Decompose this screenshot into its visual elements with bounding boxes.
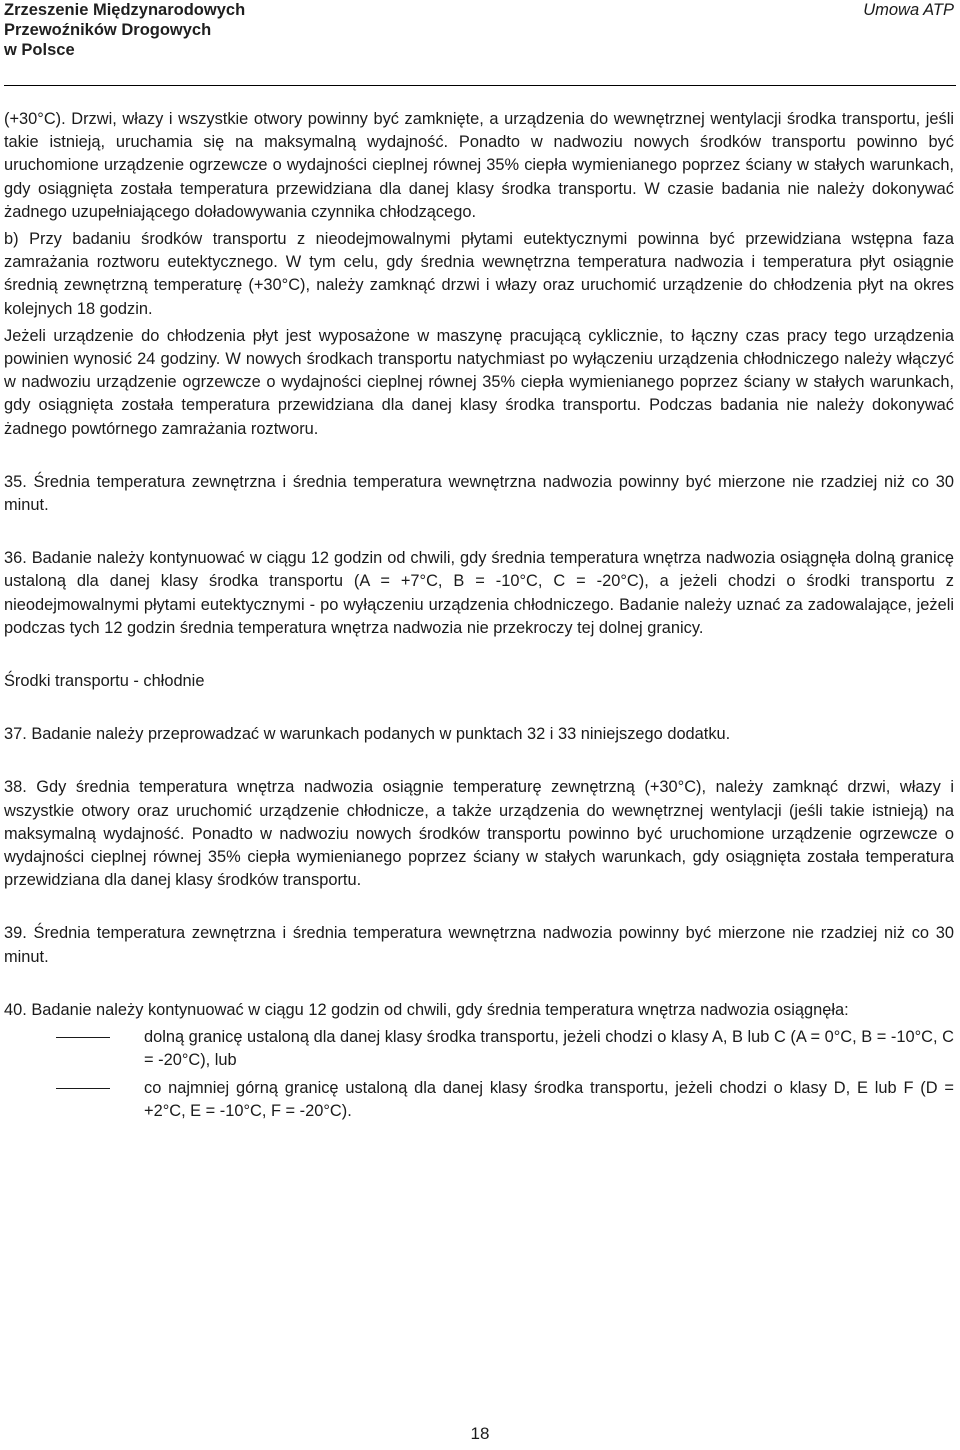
paragraph-b: b) Przy badaniu środków transportu z nieodejmowalnymi płytami eutektycznymi powinna być przewidziana wstępna faza zamrażania roztworu eutektycznego. W tym celu, gdy średnia wewnętrzna temperatura nadwozia i temperatura płyt osiągnie średnią zewnętrzną temperaturę (+30°C), należy zamknąć drzwi i włazy oraz uruchomić urządzenie do chłodzenia płyt na okres kolejnych 18 godzin. — [4, 230, 954, 318]
paragraph-40: 40. Badanie należy kontynuować w ciągu 12 godzin od chwili, gdy średnia temperatura wnętrza nadwozia osiągnęła: — [4, 1000, 849, 1019]
paragraph-cyclic: Jeżeli urządzenie do chłodzenia płyt jest wyposażone w maszynę pracującą cyklicznie, to łączny czas pracy tego urządzenia powinien wynosić 24 godziny. W nowych środkach transportu natychmiast po wyłączeniu urządzenia chłodniczego należy włączyć w nadwoziu urządzenie ogrzewcze o wydajności cieplnej równej 35% ciepła wymienianego poprzez ściany w stałych warunkach, gdy osiągnięta została temperatura przewidziana dla danej klasy środka transportu. Podczas badania nie należy dokonywać żadnego powtórnego zamrażania roztworu. — [4, 326, 954, 438]
org-line-2: Przewoźników Drogowych — [4, 21, 212, 39]
list-item-text: co najmniej górną granicę ustaloną dla danej klasy środka transportu, jeżeli chodzi o klasy D, E lub F (D = +2°C, E = -10°C, F = -20°C). — [144, 1078, 954, 1120]
paragraph-continuation: (+30°C). Drzwi, włazy i wszystkie otwory powinny być zamknięte, a urządzenia do wewnętrznej wentylacji środka transportu, jeśli takie istnieją, uruchamia się na maksymalną wydajność. Ponadto w nadwoziu nowych środków transportu powinno być uruchomione urządzenie ogrzewcze o wydajności cieplnej równej 35% ciepła wymienianego poprzez ściany w stałych warunkach, gdy osiągnięta została temperatura przewidziana dla danej klasy środka transportu. W czasie badania nie należy dokonywać żadnego uzupełniającego doładowywania czynnika chłodzącego. — [4, 110, 954, 221]
list-item — [4, 1077, 954, 1123]
bullet-list — [4, 1026, 954, 1123]
paragraph-39: 39. Średnia temperatura zewnętrzna i średnia temperatura wewnętrzna nadwozia powinny być mierzone nie rzadziej niż co 30 minut. — [4, 924, 954, 966]
header-rule — [4, 85, 956, 86]
dash-marker — [4, 1026, 144, 1072]
page-header — [4, 0, 956, 70]
list-item-text: dolną granicę ustaloną dla danej klasy środka transportu, jeżeli chodzi o klasy A, B lub C (A = 0°C, B = -10°C, C = -20°C), lub — [144, 1028, 954, 1070]
paragraph-35: 35. Średnia temperatura zewnętrzna i średnia temperatura wewnętrzna nadwozia powinny być mierzone nie rzadziej niż co 30 minut. — [4, 472, 954, 515]
org-line-1: Zrzeszenie Międzynarodowych — [4, 1, 246, 19]
dash-marker — [4, 1077, 144, 1123]
paragraph-37: 37. Badanie należy przeprowadzać w warunkach podanych w punktach 32 i 33 niniejszego dodatku. — [4, 725, 731, 744]
document-body — [4, 108, 954, 1123]
list-item — [4, 1026, 954, 1072]
section-heading: Środki transportu - chłodnie — [4, 672, 205, 691]
org-line-3: w Polsce — [4, 41, 75, 59]
paragraph-38: 38. Gdy średnia temperatura wnętrza nadwozia osiągnie temperaturę zewnętrzną (+30°C), należy zamknąć drzwi, włazy i wszystkie otwory oraz uruchomić urządzenie chłodnicze, a także urządzenia do wewnętrznej wentylacji (jeśli takie istnieją) na maksymalną wydajność. Ponadto w nadwoziu nowych środków transportu powinno być uruchomione urządzenie ogrzewcze o wydajności cieplnej równej 35% ciepła wymienianego poprzez ściany w stałych warunkach, gdy osiągnięta została temperatura przewidziana dla danej klasy środków transportu. — [4, 778, 954, 890]
document-title: Umowa ATP — [863, 1, 954, 19]
organization-name — [4, 0, 956, 60]
page-number: 18 — [470, 1424, 490, 1443]
paragraph-36: 36. Badanie należy kontynuować w ciągu 12 godzin od chwili, gdy średnia temperatura wnętrza nadwozia osiągnęła dolną granicę ustaloną dla danej klasy środka transportu (A = +7°C, B = -10°C, C = -20°C), a jeżeli chodzi o środki transportu z nieodejmowalnymi płytami eutektycznymi - po wyłączeniu urządzenia chłodniczego. Badanie należy uznać za zadowalające, jeżeli podczas tych 12 godzin średnia temperatura wnętrza nadwozia nie przekroczy tej dolnej granicy. — [4, 549, 954, 637]
